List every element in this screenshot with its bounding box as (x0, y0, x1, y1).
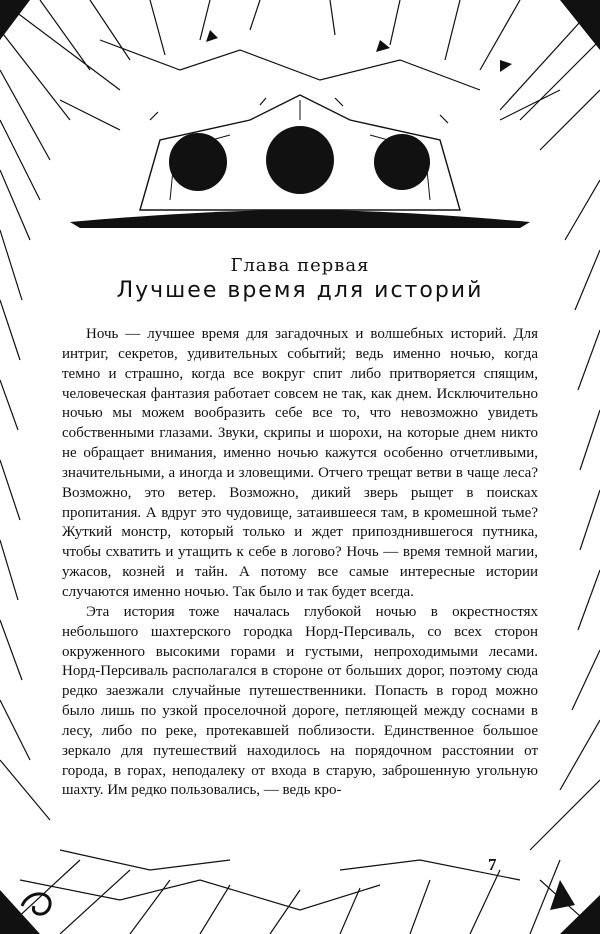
chapter-header-ornament (70, 95, 530, 228)
body-text (62, 325, 538, 801)
paragraph: Эта история тоже началась глубокой ночью в окрестностях небольшого шахтерского городка Норд-Персиваль, со всех сторон окруженного высокими горами и густыми, непроходимыми лесами. Норд-Персиваль располагался в стороне от больших дорог, поэтому сюда редко заезжали случайные путешественники. Попасть в город можно было лишь по узкой проселочной дороге, петляющей между соснами в лесу, либо по реке, протекавшей поблизости. Единственное большое зеркало для путешествий находилось на порядочном расстоянии от города, в горах, неподалеку от входа в старую, заброшенную угольную шахту. Им редко пользовались, — ведь кро- (62, 603, 538, 799)
publisher-logo (22, 894, 50, 914)
paragraph: Ночь — лучшее время для загадочных и волшебных историй. Для интриг, секретов, удивительных событий; ведь именно ночью, когда темно и страшно, когда все вокруг спит либо притворяется спящим, человеческая фантазия работает совсем не так, как днем. Исключительно ночью мы можем вообразить себе все то, что невозможно увидеть собственными глазами. Звуки, скрипы и шорохи, на которые днем никто не обращает внимания, именно ночью кажутся особенно отчетливыми, значительными, а иногда и зловещими. Отчего трещат ветви в чаще леса? Возможно, это ветер. Возможно, дикий зверь рыщет в поисках пропитания. А вдруг это чудовище, затаившееся там, в кромешной тьме? Жуткий монстр, который только и ждет припозднившегося путника, чтобы схватить и утащить к себе в логово? Ночь — время темной магии, ужасов, козней и тайн. А потому все самые интересные истории случаются именно ночью. Так было и так будет всегда. (62, 326, 538, 600)
page-number: 7 (488, 855, 497, 874)
chapter-title: Лучшее время для историй (116, 278, 484, 303)
chapter-number: Глава первая (230, 255, 370, 276)
